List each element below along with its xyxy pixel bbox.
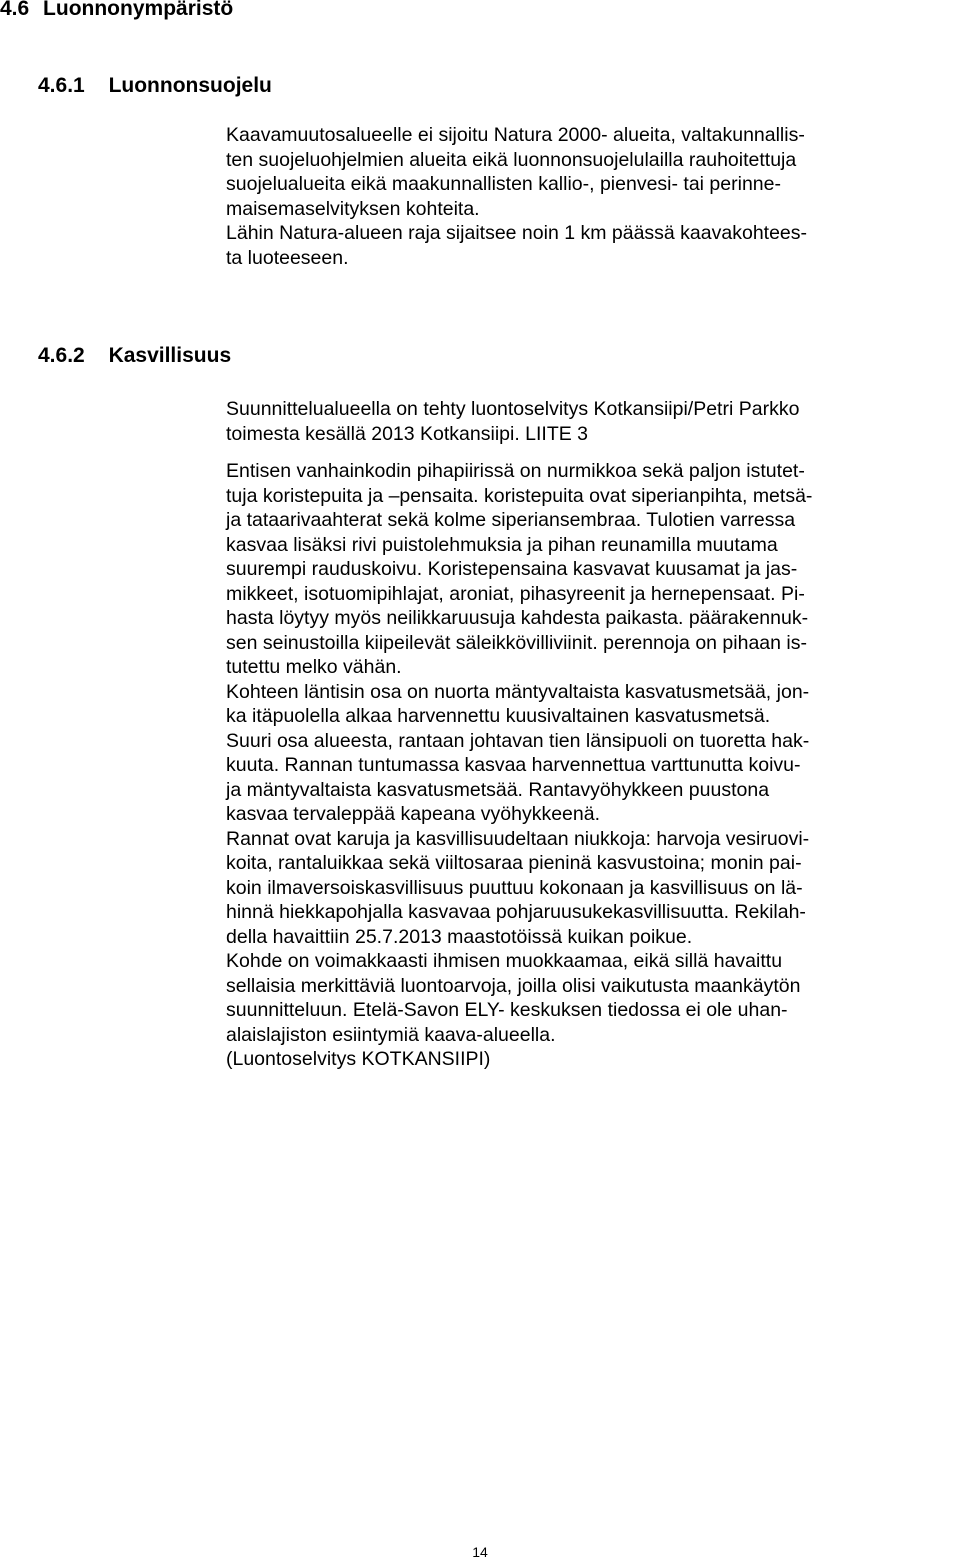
text-line: (Luontoselvitys KOTKANSIIPI): [226, 1048, 491, 1070]
text-line: suurempi rauduskoivu. Koristepensaina kasvavat kuusamat ja jas-: [226, 558, 798, 580]
text-line: Rannat ovat karuja ja kasvillisuudeltaan niukkoja: harvoja vesiruovi-: [226, 827, 810, 850]
text-line: ta luoteeseen.: [226, 246, 349, 269]
text-line: kasvaa tervaleppää kapeana vyöhykkeenä.: [226, 803, 601, 825]
kasvillisuus-text: [226, 459, 960, 1072]
text-line: alaislajiston esiintymiä kaava-alueella.: [226, 1023, 556, 1046]
text-line: tutettu melko vähän.: [226, 656, 402, 678]
text-line: kasvaa lisäksi rivi puistolehmuksia ja pihan reunamilla muutama: [226, 533, 778, 556]
text-line: koita, rantaluikkaa sekä viiltosaraa pieninä kasvustoina; monin pai-: [226, 852, 802, 874]
luonnonsuojelu-text: [226, 123, 960, 270]
text-line: sellaisia merkittäviä luontoarvoja, joilla olisi vaikutusta maankäytön: [226, 974, 801, 997]
page-number: 14: [472, 1544, 488, 1560]
text-line: Lähin Natura-alueen raja sijaitsee noin 1 km päässä kaavakohtees-: [226, 222, 808, 244]
text-line: Kohde on voimakkaasti ihmisen muokkaamaa, eikä sillä havaittu: [226, 950, 783, 972]
section-heading: [0, 0, 233, 22]
text-line: ja tataarivaahterat sekä kolme siperiansembraa. Tulotien varressa: [226, 509, 796, 531]
text-line: kuuta. Rannan tuntumassa kasvaa harvennettua varttunutta koivu-: [226, 754, 801, 776]
text-line: Suuri osa alueesta, rantaan johtavan tien länsipuoli on tuoretta hak-: [226, 729, 810, 752]
section-number: 4.6: [0, 0, 30, 20]
text-line: hinnä hiekkapohjalla kasvavaa pohjaruusukekasvillisuutta. Rekilah-: [226, 901, 806, 923]
text-line: hasta löytyy myös neilikkaruusuja kahdesta paikasta. päärakennuk-: [226, 607, 809, 629]
text-line: ka itäpuolella alkaa harvennettu kuusivaltainen kasvatusmetsä.: [226, 705, 771, 727]
text-line: suojelualueita eikä maakunnallisten kallio-, pienvesi- tai perinne-: [226, 173, 781, 195]
subsection-title: Kasvillisuus: [108, 344, 232, 367]
subsection-number: 4.6.2: [38, 344, 85, 367]
subsection-heading-1: [38, 73, 272, 99]
subsection-title: Luonnonsuojelu: [108, 74, 272, 97]
text-line: della havaittiin 25.7.2013 maastotöissä kuikan poikue.: [226, 925, 693, 948]
text-line: koin ilmaversoiskasvillisuus puuttuu kokonaan ja kasvillisuus on lä-: [226, 876, 803, 899]
text-line: ten suojeluohjelmien alueita eikä luonnonsuojelulailla rauhoitettuja: [226, 148, 797, 171]
text-line: ja mäntyvaltaista kasvatusmetsää. Rantavyöhykkeen puustona: [226, 778, 770, 801]
text-line: tuja koristepuita ja –pensaita. koristepuita ovat siperianpihta, metsä-: [226, 484, 813, 507]
subsection-number: 4.6.1: [38, 74, 85, 97]
text-line: Entisen vanhainkodin pihapiirissä on nurmikkoa sekä paljon istutet-: [226, 460, 805, 482]
text-line: Suunnittelualueella on tehty luontoselvitys Kotkansiipi/Petri Parkko: [226, 398, 800, 420]
text-line: Kaavamuutosalueelle ei sijoitu Natura 2000- alueita, valtakunnallis-: [226, 124, 805, 146]
subsection-heading-2: [38, 343, 231, 369]
text-line: suunnitteluun. Etelä-Savon ELY- keskuksen tiedossa ei ole uhan-: [226, 999, 788, 1021]
kasvillisuus-intro: [226, 397, 960, 446]
text-line: Kohteen läntisin osa on nuorta mäntyvaltaista kasvatusmetsää, jon-: [226, 680, 810, 703]
text-line: sen seinustoilla kiipeilevät säleikkövilliviinit. perennoja on pihaan is-: [226, 631, 807, 654]
section-title: Luonnonympäristö: [43, 0, 234, 20]
text-line: toimesta kesällä 2013 Kotkansiipi. LIITE 3: [226, 422, 589, 445]
text-line: mikkeet, isotuomipihlajat, aroniat, pihasyreenit ja hernepensaat. Pi-: [226, 582, 805, 605]
text-line: maisemaselvityksen kohteita.: [226, 197, 480, 220]
